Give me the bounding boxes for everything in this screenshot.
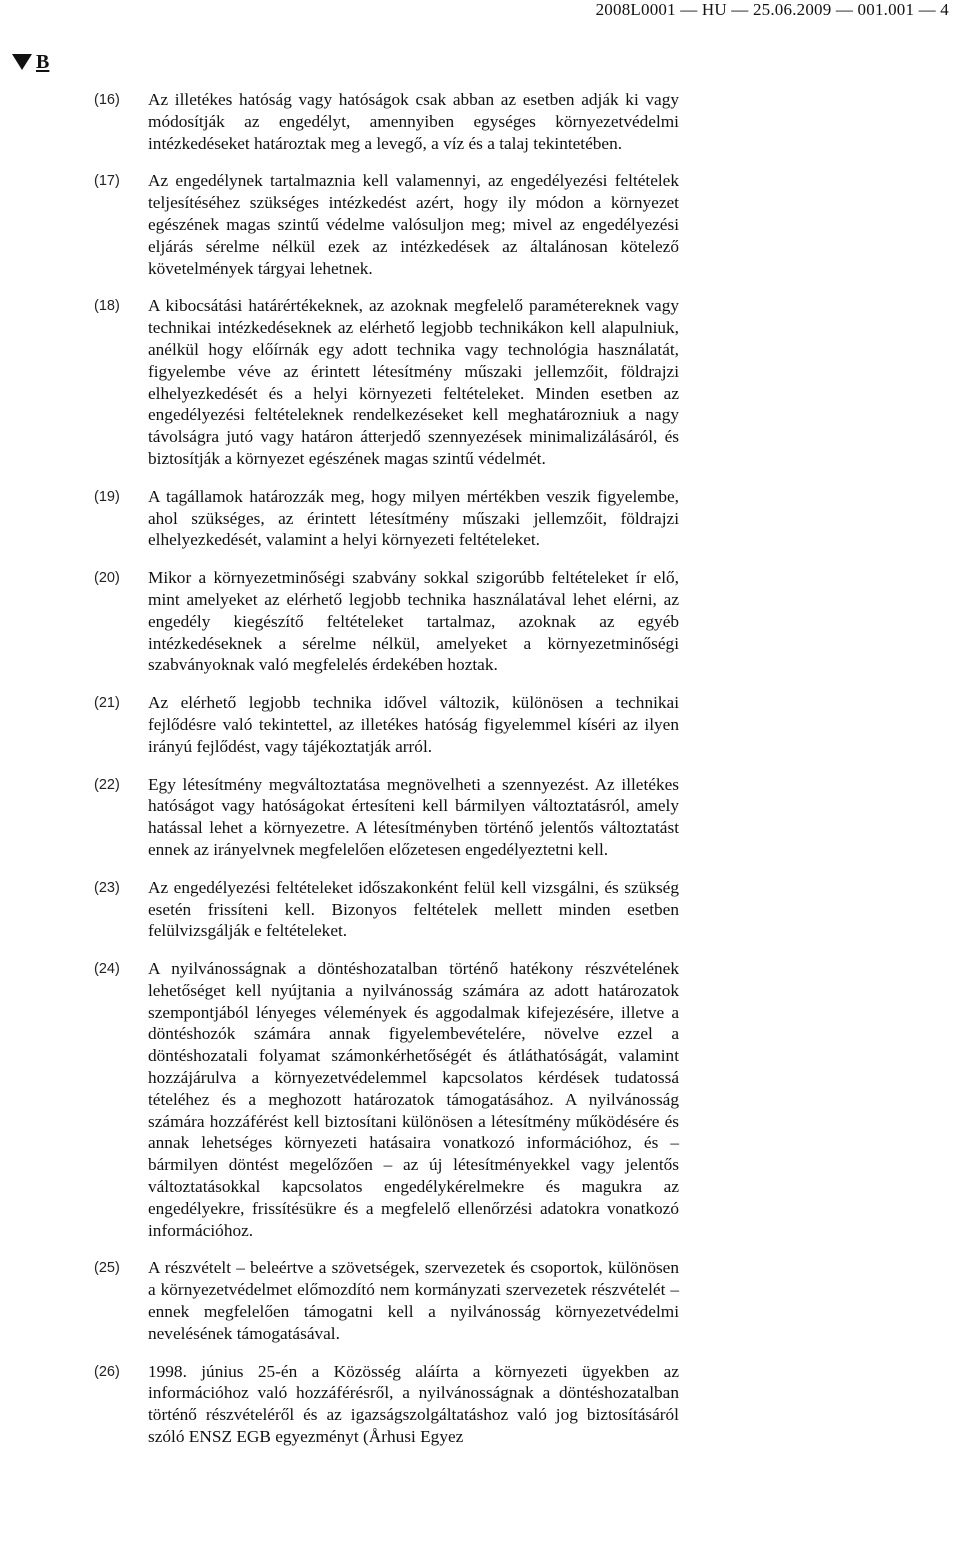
recital-text: Mikor a környezetminőségi szabvány sokkal szigorúbb feltételeket ír elő, mint amelyeket az elérhető legjobb technika használatával lehet elérni, az engedély kiegészítő feltételeket tartalmaz, azoknak az egyéb intézkedéseknek a sérelme nélkül, amelyeket a környezetminőségi szabványoknak való megfelelés érdekében hoztak. (148, 568, 679, 675)
recital-text: A tagállamok határozzák meg, hogy milyen mértékben veszik figyelembe, ahol szükséges, az érintett létesítmény műszaki jellemzőit, földrajzi elhelyezkedését, valamint a helyi környezeti feltételeket. (148, 486, 679, 550)
recital-24 (0, 958, 960, 1241)
recital-number: (24) (94, 961, 120, 978)
consolidation-marker (12, 50, 49, 74)
recitals-list (0, 89, 960, 1464)
recital-17 (0, 170, 960, 279)
marker-letter: B (36, 51, 50, 73)
recital-text: A kibocsátási határértékeknek, az azoknak megfelelő paramétereknek vagy technikai intézkedéseknek az elérhető legjobb technikákon kell alapulniuk, anélkül hogy előírnák egy adott technika vagy technológia használatát, figyelembe véve az érintett létesítmény műszaki jellemzőit, földrajzi elhelyezkedését és a helyi környezeti feltételeket. Minden esetben az engedélyezési feltételeknek rendelkezéseket kell meghatározniuk a nagy távolságra jutó vagy határon átterjedő szennyezések minimalizálásáról, és biztosítják a környezet egészének magas szintű védelmét. (148, 296, 679, 468)
recital-21 (0, 692, 960, 757)
recital-text: 1998. június 25-én a Közösség aláírta a környezeti ügyekben az információhoz való hozzáférésről, a nyilvánosságnak a döntéshozatalban történő részvételéről és az igazságszolgáltatáshoz való jog biztosításáról szóló ENSZ EGB egyezményt (Århusi Egyez (148, 1361, 679, 1447)
recital-text: Az elérhető legjobb technika idővel változik, különösen a technikai fejlődésre való tekintettel, az illetékes hatóság figyelemmel kíséri az ilyen irányú fejlődést, vagy tájékoztatják arról. (148, 693, 679, 756)
recital-number: (18) (94, 298, 120, 315)
triangle-down-icon (12, 54, 32, 70)
recital-text: A részvételt – beleértve a szövetségek, szervezetek és csoportok, különösen a környezetvédelmet előmozdító nem kormányzati szervezetek részvételét – ennek megfelelően támogatni kell a nyilvánosság környezetvédelmi nevelésének támogatásával. (148, 1258, 679, 1343)
recital-number: (25) (94, 1260, 120, 1277)
recital-20 (0, 567, 960, 676)
recital-number: (26) (94, 1363, 120, 1380)
recital-number: (20) (94, 570, 120, 587)
recital-text: Az engedélyezési feltételeket időszakonként felül kell vizsgálni, és szükség esetén frissíteni kell. Bizonyos feltételek mellett minden esetben felülvizsgálják e feltételeket. (148, 877, 679, 941)
recital-text: Egy létesítmény megváltoztatása megnövelheti a szennyezést. Az illetékes hatóságot vagy hatóságokat értesíteni kell bármilyen változtatásról, amely hatással lehet a környezetre. A létesítményben történő jelentős változtatást ennek az irányelvnek megfelelően előzetesen engedélyeztetni kell. (148, 774, 679, 859)
recital-number: (22) (94, 776, 120, 793)
recital-number: (17) (94, 173, 120, 190)
recital-number: (19) (94, 488, 120, 505)
recital-23 (0, 877, 960, 942)
recital-16 (0, 89, 960, 154)
recital-text: Az illetékes hatóság vagy hatóságok csak abban az esetben adják ki vagy módosítják az engedélyt, amennyiben egységes környezetvédelmi intézkedéseket határoztak meg a levegő, a víz és a talaj tekintetében. (148, 90, 679, 153)
recital-25 (0, 1257, 960, 1344)
recital-text: Az engedélynek tartalmaznia kell valamennyi, az engedélyezési feltételek teljesítéséhez szükséges intézkedést azért, hogy ily módon a környezet egészének magas szintű védelme valósuljon meg; mivel az engedélyezési eljárás sérelme nélkül ezek az intézkedések az általánosan kötelező követelmények tárgyai lehetnek. (148, 171, 679, 278)
recital-19 (0, 486, 960, 551)
recital-number: (16) (94, 92, 120, 108)
recital-number: (21) (94, 695, 120, 712)
running-header: 2008L0001 — HU — 25.06.2009 — 001.001 — 4 (595, 0, 949, 19)
recital-number: (23) (94, 879, 120, 896)
recital-text: A nyilvánosságnak a döntéshozatalban történő hatékony részvételének lehetőséget kell nyújtania a nyilvánosság számára az adott határozatok szempontjából lényeges vélemények és aggodalmak kifejezésére, illetve a döntéshozók számára annak figyelembevételére, növelve ezzel a döntéshozatali folyamat számonkérhetőségét és átláthatóságát, valamint hozzájárulva a környezetvédelemmel kapcsolatos kérdések tudatossá tételéhez és a meghozott határozatok támogatásához. A nyilvánosság számára hozzáférést kell biztosítani különösen a létesítmény működésére és annak lehetséges környezeti hatásaira vonatkozó információhoz, és – bármilyen döntést megelőzően – az új létesítményekkel vagy jelentős változtatásokkal kapcsolatos engedélykérelmekre és magukra az engedélyekre, frissítésükre és a megfelelő ellenőrzési adatokra vonatkozó információhoz. (148, 959, 679, 1240)
recital-22 (0, 774, 960, 861)
recital-26 (0, 1361, 960, 1448)
recital-18 (0, 295, 960, 469)
